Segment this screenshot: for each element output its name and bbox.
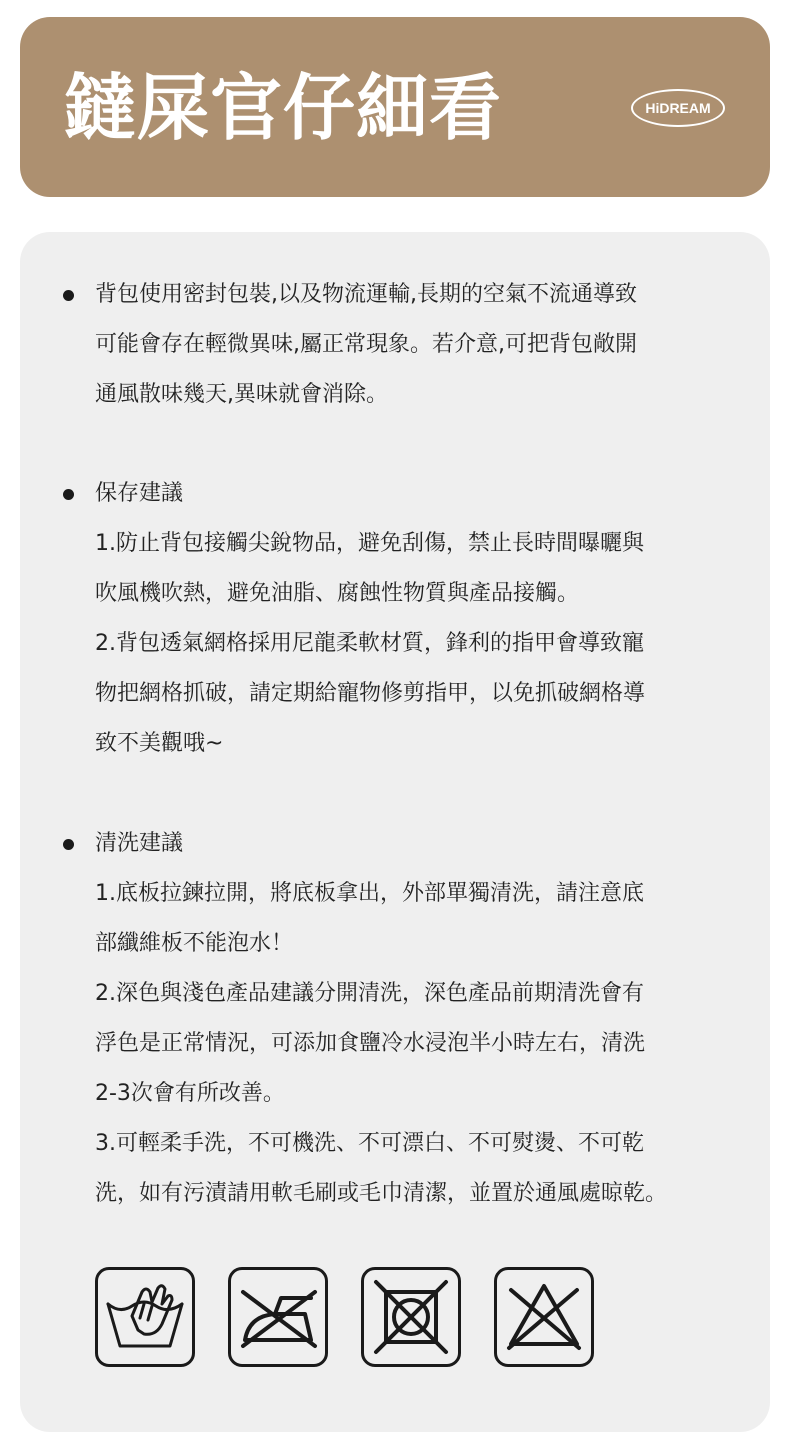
page-title: 鐽屎官仔細看 <box>64 66 503 150</box>
text-line: 吹風機吹熱，避免油脂、腐蝕性物質與產品接觸。 <box>95 581 580 606</box>
bullet-dot <box>63 290 74 301</box>
text-line: 部纖維板不能泡水！ <box>95 931 294 956</box>
care-symbols-row <box>95 1267 615 1372</box>
no-iron-icon <box>228 1267 328 1367</box>
text-line: 2-3次會有所改善。 <box>95 1081 285 1106</box>
info-card <box>20 232 770 1432</box>
brand-logo: HiDREAM <box>631 89 725 127</box>
text-line: 背包使用密封包裝,以及物流運輸,長期的空氣不流通導致 <box>95 282 637 307</box>
section-heading: 清洗建議 <box>95 831 184 856</box>
no-tumble-dry-icon <box>361 1267 461 1367</box>
hand-wash-icon <box>95 1267 195 1367</box>
text-line: 2.深色與淺色產品建議分開清洗，深色產品前期清洗會有 <box>95 981 644 1006</box>
text-line: 3.可輕柔手洗，不可機洗、不可漂白、不可熨燙、不可乾 <box>95 1131 644 1156</box>
bullet-dot <box>63 839 74 850</box>
text-line: 浮色是正常情況，可添加食鹽冷水浸泡半小時左右，清洗 <box>95 1031 646 1056</box>
text-line: 2.背包透氣網格採用尼龍柔軟材質，鋒利的指甲會導致寵 <box>95 631 644 656</box>
text-line: 1.防止背包接觸尖銳物品，避免刮傷，禁止長時間曝曬與 <box>95 531 644 556</box>
bullet-dot <box>63 489 74 500</box>
text-line: 洗，如有污漬請用軟毛刷或毛巾清潔，並置於通風處晾乾。 <box>95 1181 668 1206</box>
text-line: 物把網格抓破，請定期給寵物修剪指甲，以免抓破網格導 <box>95 681 646 706</box>
text-line: 1.底板拉鍊拉開，將底板拿出，外部單獨清洗，請注意底 <box>95 881 644 906</box>
text-line: 可能會存在輕微異味,屬正常現象。若介意,可把背包敞開 <box>95 332 637 357</box>
text-line: 通風散味幾天,異味就會消除。 <box>95 382 388 407</box>
section-heading: 保存建議 <box>95 481 184 506</box>
header-banner <box>20 17 770 197</box>
text-line: 致不美觀哦~ <box>95 731 224 756</box>
no-bleach-icon <box>494 1267 594 1367</box>
